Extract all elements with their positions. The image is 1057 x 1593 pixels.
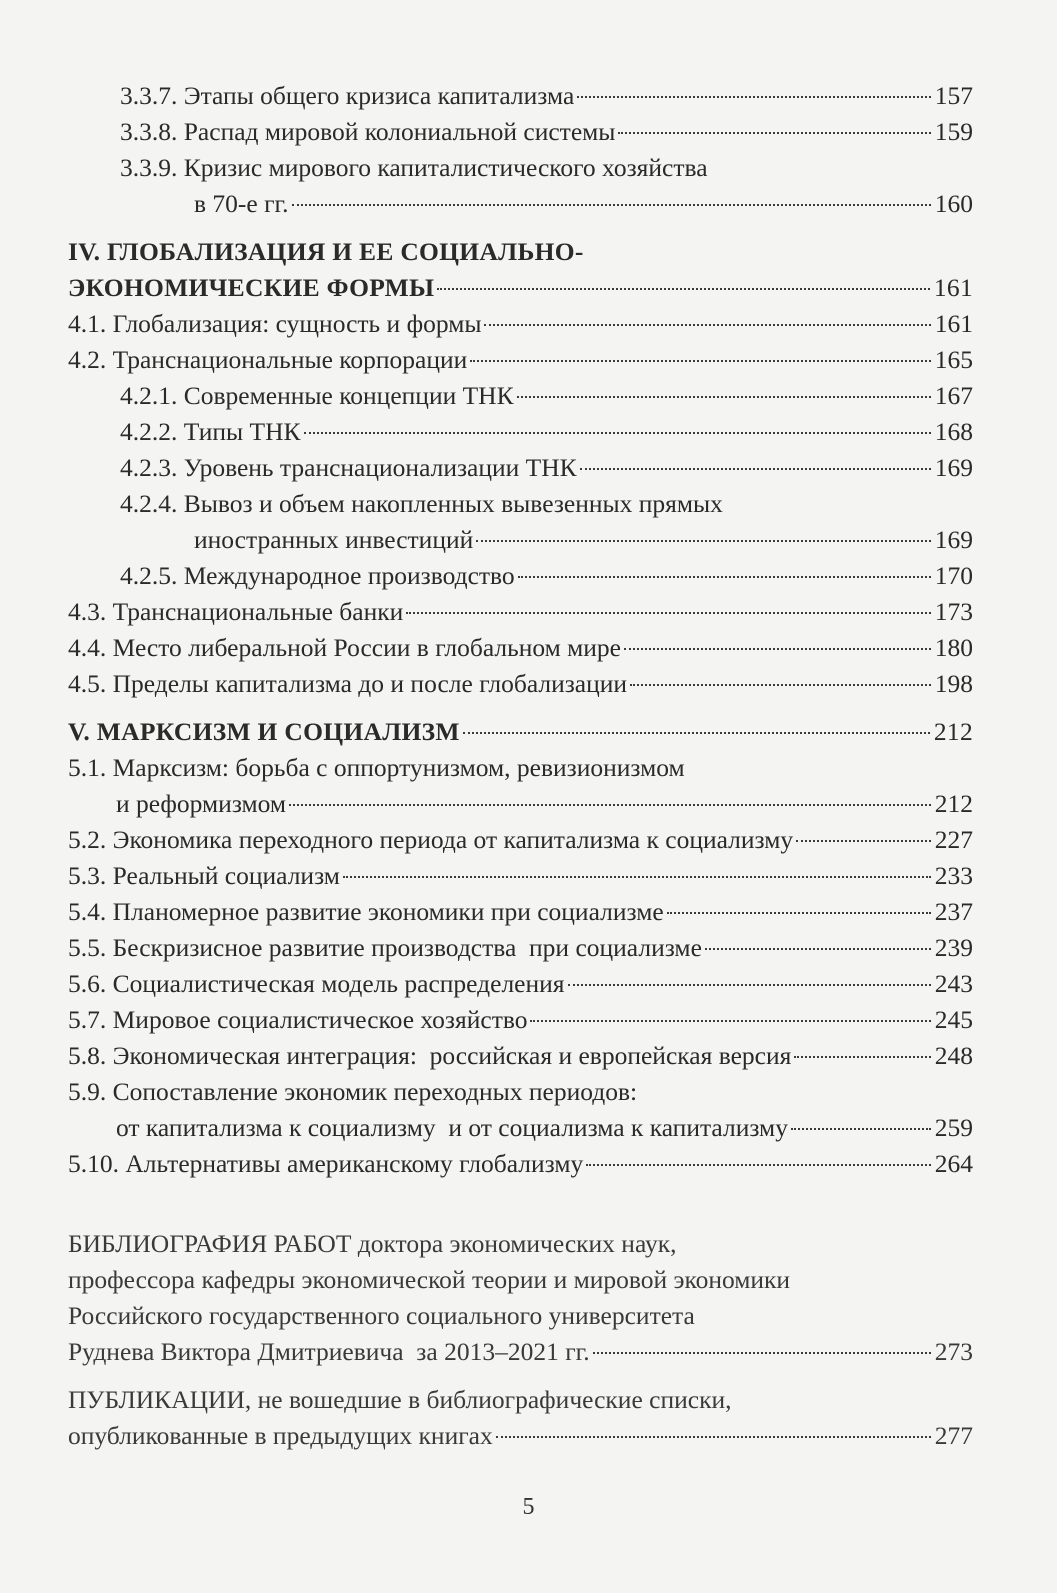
toc-page-number: 248: [934, 1041, 973, 1070]
toc-entry-title: 5.10. Альтернативы американскому глобализму: [68, 1149, 584, 1178]
toc-entry-title: опубликованные в предыдущих книгах: [68, 1421, 493, 1450]
dot-leader: [796, 840, 931, 842]
dot-leader: [630, 684, 931, 686]
bibliography-last-line: [68, 1334, 973, 1370]
toc-entry-title: 5.3. Реальный социализм: [68, 861, 340, 890]
toc-entry-4-2-4-line1[interactable]: 4.2.4. Вывоз и объем накопленных вывезенных прямых: [120, 489, 723, 518]
toc-page-number: 264: [934, 1149, 973, 1178]
toc-entry-title: 3.3.7. Этапы общего кризиса капитализма: [120, 81, 575, 110]
toc-page-number: 159: [934, 117, 973, 146]
toc-entry-5-1[interactable]: [68, 786, 973, 822]
dot-leader: [530, 1020, 930, 1022]
toc-page-number: 233: [934, 861, 973, 890]
dot-leader: [343, 876, 931, 878]
toc-page-number: 169: [934, 525, 973, 554]
toc-entry-4-2[interactable]: [68, 342, 973, 378]
toc-entry-3-3-9[interactable]: [68, 186, 973, 222]
toc-entry-5-1-line1[interactable]: 5.1. Марксизм: борьба с оппортунизмом, ревизионизмом: [68, 753, 685, 782]
toc-entry-5-6[interactable]: [68, 966, 973, 1002]
toc-page-number: 277: [934, 1421, 973, 1450]
dot-leader: [624, 648, 931, 650]
toc-page-number: 259: [934, 1113, 973, 1142]
toc-entry-5-2[interactable]: [68, 822, 973, 858]
toc-entry-title: 3.3.8. Распад мировой колониальной системы: [120, 117, 616, 146]
toc-entry-title: в 70-е гг.: [194, 189, 289, 218]
dot-leader: [484, 324, 930, 326]
toc-entry-title: 4.2.1. Современные концепции ТНК: [120, 381, 514, 410]
toc-entry-title: 4.1. Глобализация: сущность и формы: [68, 309, 482, 338]
toc-entry-3-3-7[interactable]: [68, 78, 973, 114]
toc-entry-5-10[interactable]: [68, 1146, 973, 1182]
dot-leader: [618, 132, 930, 134]
toc-entry-4-3[interactable]: [68, 594, 973, 630]
toc-page-number: 237: [934, 897, 973, 926]
toc-page-number: 161: [933, 273, 973, 302]
toc-entry-5-9[interactable]: [68, 1110, 973, 1146]
toc-page-number: 273: [934, 1337, 973, 1366]
page-number: 5: [522, 1494, 535, 1520]
bibliography-line: Российского государственного социального университета: [68, 1301, 695, 1330]
toc-entry-5-5[interactable]: [68, 930, 973, 966]
toc-entry-title: 4.5. Пределы капитализма до и после глобализации: [68, 669, 628, 698]
toc-page-number: 212: [934, 789, 973, 818]
toc-entry-4-2-1[interactable]: [68, 378, 973, 414]
toc-entry-title: 4.2. Транснациональные корпорации: [68, 345, 468, 374]
toc-page-number: 243: [934, 969, 973, 998]
toc-entry-title: 5.5. Бескризисное развитие производства при социализме: [68, 933, 702, 962]
bibliography-line: профессора кафедры экономической теории и мировой экономики: [68, 1265, 791, 1294]
toc-page-number: 157: [934, 81, 973, 110]
toc-page-number: 173: [934, 597, 973, 626]
publications-entry[interactable]: [68, 1382, 973, 1454]
publications-last-line: [68, 1418, 973, 1454]
toc-entry-3-3-8[interactable]: [68, 114, 973, 150]
dot-leader: [476, 540, 930, 542]
dot-leader: [667, 912, 931, 914]
toc-entry-title: 4.2.5. Международное производство: [120, 561, 515, 590]
toc-page-number: 239: [934, 933, 973, 962]
dot-leader: [496, 1436, 931, 1438]
toc-entry-5-9-line1[interactable]: 5.9. Сопоставление экономик переходных периодов:: [68, 1077, 638, 1106]
toc-entry-title: иностранных инвестиций: [194, 525, 474, 554]
toc-entry-title: 5.8. Экономическая интеграция: российская и европейская версия: [68, 1041, 792, 1070]
toc-entry-title: 4.4. Место либеральной России в глобальном мире: [68, 633, 621, 662]
toc-entry-title: Руднева Виктора Дмитриевича за 2013–2021 гг.: [68, 1337, 590, 1366]
toc-entry-4-2-4[interactable]: [68, 522, 973, 558]
toc-entry-4-2-5[interactable]: [68, 558, 973, 594]
dot-leader: [794, 1056, 930, 1058]
toc-entry-3-3-9-line1[interactable]: 3.3.9. Кризис мирового капиталистического хозяйства: [120, 153, 708, 182]
toc-entry-title: 5.6. Социалистическая модель распределения: [68, 969, 565, 998]
toc-entry-4-2-2[interactable]: [68, 414, 973, 450]
toc-entry-title: 4.2.3. Уровень транснационализации ТНК: [120, 453, 577, 482]
dot-leader: [470, 360, 930, 362]
toc-page-number: 169: [934, 453, 973, 482]
toc-page-number: 180: [934, 633, 973, 662]
chapter-5-heading[interactable]: [68, 714, 973, 750]
toc-entry-title: 5.7. Мировое социалистическое хозяйство: [68, 1005, 528, 1034]
toc-page-number: 170: [934, 561, 973, 590]
bibliography-line: БИБЛИОГРАФИЯ РАБОТ доктора экономических наук,: [68, 1229, 677, 1258]
dot-leader: [437, 288, 929, 290]
toc-entry-5-7[interactable]: [68, 1002, 973, 1038]
dot-leader: [289, 804, 931, 806]
table-of-contents: [68, 78, 973, 1454]
toc-page-number: 168: [934, 417, 973, 446]
toc-entry-title: 4.3. Транснациональные банки: [68, 597, 404, 626]
toc-page-number: 198: [934, 669, 973, 698]
toc-page-number: 167: [934, 381, 973, 410]
dot-leader: [568, 984, 931, 986]
dot-leader: [593, 1352, 931, 1354]
dot-leader: [406, 612, 930, 614]
dot-leader: [580, 468, 931, 470]
toc-entry-5-3[interactable]: [68, 858, 973, 894]
dot-leader: [517, 396, 931, 398]
toc-page-number: 161: [934, 309, 973, 338]
dot-leader: [577, 96, 930, 98]
toc-entry-4-1[interactable]: [68, 306, 973, 342]
toc-entry-5-4[interactable]: [68, 894, 973, 930]
toc-page-number: 212: [933, 717, 973, 746]
publications-line: ПУБЛИКАЦИИ, не вошедшие в библиографические списки,: [68, 1385, 732, 1414]
toc-page-number: 245: [934, 1005, 973, 1034]
toc-entry-4-5[interactable]: [68, 666, 973, 702]
toc-entry-title: 5.4. Планомерное развитие экономики при социализме: [68, 897, 664, 926]
toc-page-number: 165: [934, 345, 973, 374]
toc-entry-5-8[interactable]: [68, 1038, 973, 1074]
toc-entry-title: 5.2. Экономика переходного периода от капитализма к социализму: [68, 825, 794, 854]
toc-page-number: 227: [934, 825, 973, 854]
toc-entry-title: и реформизмом: [116, 789, 287, 818]
chapter-4-heading[interactable]: [68, 270, 973, 306]
toc-entry-4-4[interactable]: [68, 630, 973, 666]
toc-entry-title: V. МАРКСИЗМ И СОЦИАЛИЗМ: [68, 717, 460, 746]
dot-leader: [586, 1164, 931, 1166]
dot-leader: [705, 948, 931, 950]
dot-leader: [292, 204, 931, 206]
toc-entry-4-2-3[interactable]: [68, 450, 973, 486]
toc-entry-title: от капитализма к социализму и от социализма к капитализму: [116, 1113, 788, 1142]
toc-entry-title: ЭКОНОМИЧЕСКИЕ ФОРМЫ: [68, 273, 435, 302]
dot-leader: [463, 732, 930, 734]
chapter-4-heading-line1[interactable]: IV. ГЛОБАЛИЗАЦИЯ И ЕЕ СОЦИАЛЬНО-: [68, 237, 584, 266]
dot-leader: [791, 1128, 931, 1130]
toc-entry-title: 4.2.2. Типы ТНК: [120, 417, 301, 446]
dot-leader: [304, 432, 931, 434]
dot-leader: [518, 576, 931, 578]
toc-page-number: 160: [934, 189, 973, 218]
bibliography-entry[interactable]: [68, 1226, 973, 1370]
